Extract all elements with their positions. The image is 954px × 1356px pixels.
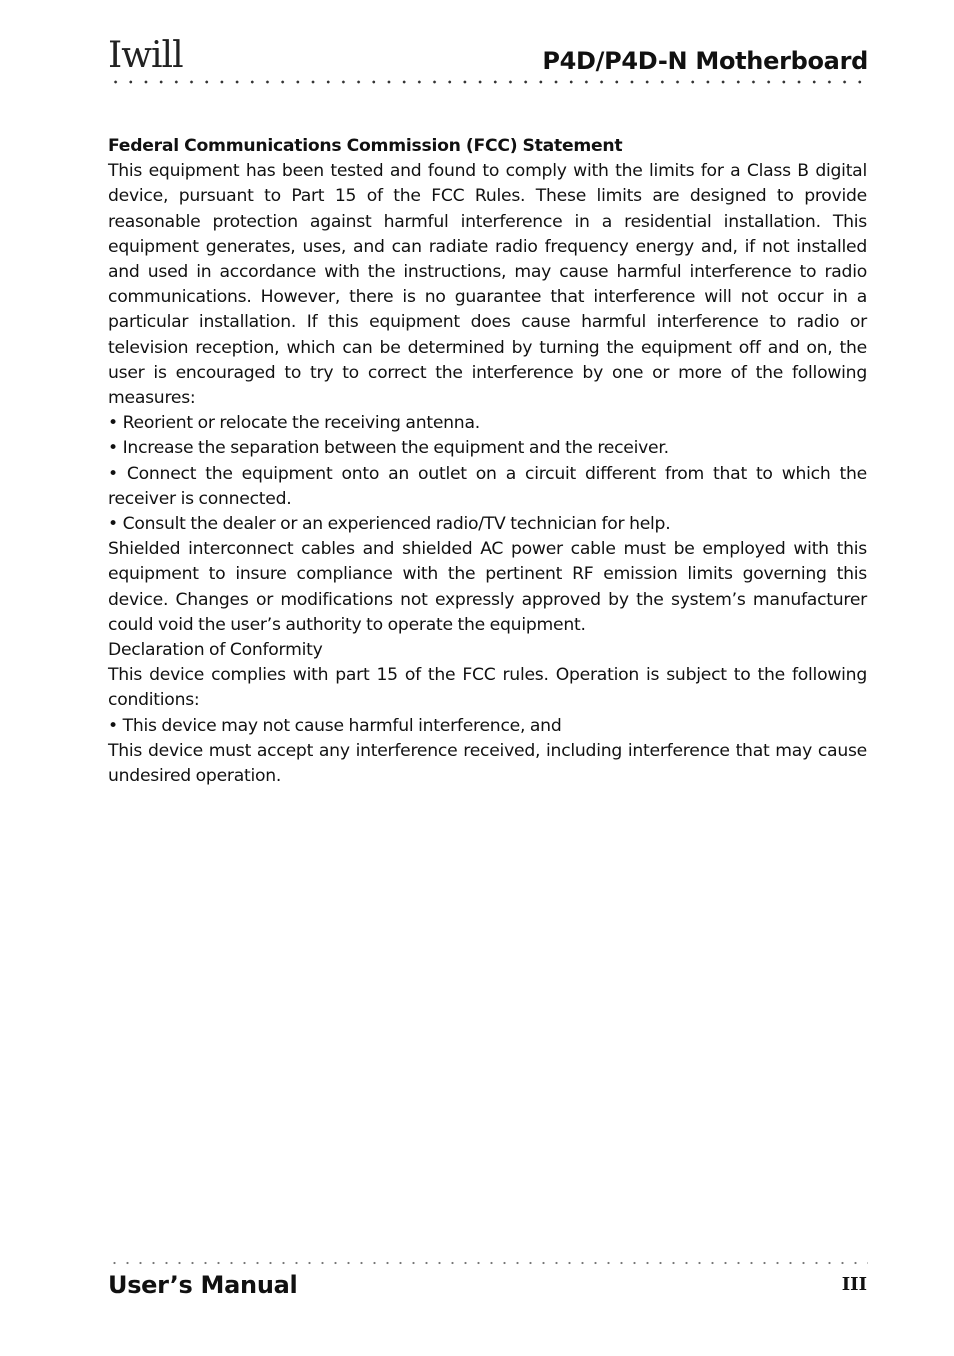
compliance-paragraph: This device complies with part 15 of the FCC rules. Operation is subject to the following conditions: bbox=[108, 665, 867, 711]
condition-bullet: • This device may not cause harmful interference, and bbox=[108, 715, 562, 736]
fcc-statement bbox=[108, 134, 867, 789]
bullet-item: • Increase the separation between the equipment and the receiver. bbox=[108, 438, 669, 459]
logo-wordmark: Iwill bbox=[108, 35, 183, 76]
page-number: III bbox=[841, 1274, 867, 1295]
bullet-item: • Reorient or relocate the receiving antenna. bbox=[108, 413, 480, 434]
footer-dotted-rule bbox=[108, 1261, 868, 1265]
product-title: P4D/P4D-N Motherboard bbox=[542, 47, 868, 75]
interference-paragraph: This device must accept any interference received, including interference that may cause undesired operation. bbox=[108, 740, 867, 787]
section-heading: Federal Communications Commission (FCC) Statement bbox=[108, 136, 623, 156]
bullet-item: • Connect the equipment onto an outlet on a circuit different from that to which the receiver is connected. bbox=[108, 463, 867, 509]
declaration-heading: Declaration of Conformity bbox=[108, 640, 323, 661]
bullet-item: • Consult the dealer or an experienced radio/TV technician for help. bbox=[108, 514, 671, 535]
iwill-logo bbox=[108, 34, 183, 78]
page-header bbox=[108, 30, 868, 82]
intro-paragraph: This equipment has been tested and found to comply with the limits for a Class B digital device, pursuant to Part 15 of the FCC Rules. These limits are designed to provide reasonable protection against harmful interference in a residential installation. This equipment generates, uses, and can radiate radio frequency energy and, if not installed and used in accordance with the instructions, may cause harmful interference to radio communications. However, there is no guarantee that interference will not occur in a particular installation. If this equipment does cause harmful interference to radio or television reception, which can be determined by turning the equipment off and on, the user is encouraged to try to correct the interference by one or more of the following measures: bbox=[108, 161, 867, 409]
footer-title: User’s Manual bbox=[108, 1271, 298, 1299]
shielded-cables-paragraph: Shielded interconnect cables and shielded AC power cable must be employed with this equipment to insure compliance with the pertinent RF emission limits governing this device. Changes or modifications not expressly approved by the system’s manufacturer could void the user’s authority to operate the equipment. bbox=[108, 539, 867, 635]
header-dotted-rule bbox=[108, 80, 868, 84]
